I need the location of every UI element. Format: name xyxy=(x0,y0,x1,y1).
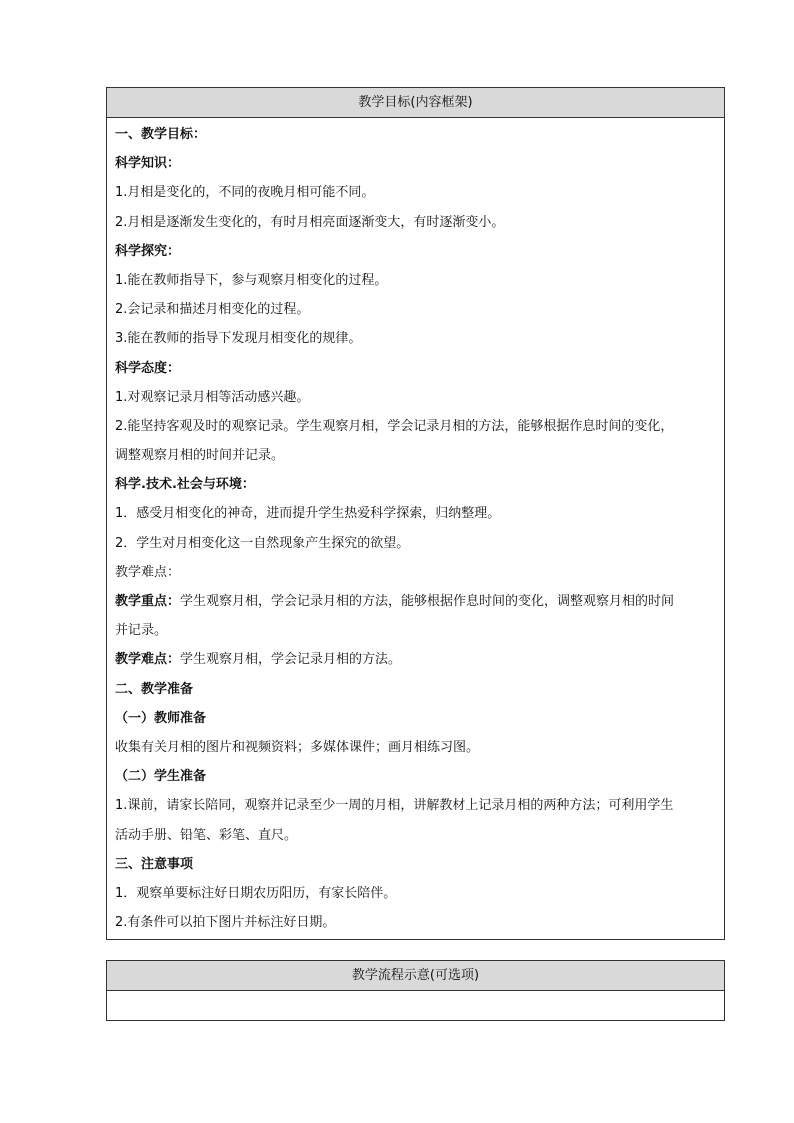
content-line: 教学难点： xyxy=(115,564,181,580)
content-line: 科学知识： xyxy=(115,156,181,172)
content-line xyxy=(115,587,716,616)
content-line: 1.月相是变化的，不同的夜晚月相可能不同。 xyxy=(115,185,375,201)
content-line: 调整观察月相的时间并记录。 xyxy=(115,448,285,464)
content-line: 科学态度： xyxy=(115,360,181,376)
content-line: 三、注意事项 xyxy=(115,856,194,872)
flow-content-empty xyxy=(107,991,724,993)
section-header: 教学目标(内容框架) xyxy=(107,88,724,118)
content-line xyxy=(115,645,716,674)
content-line: 1.能在教师指导下，参与观察月相变化的过程。 xyxy=(115,272,388,288)
content-line: 1.对观察记录月相等活动感兴趣。 xyxy=(115,389,310,405)
content-line: 一、教学目标： xyxy=(115,127,207,142)
content-line: 二、教学准备 xyxy=(115,681,194,697)
content-line: 并记录。 xyxy=(115,623,168,639)
content-line: 3.能在教师的指导下发现月相变化的规律。 xyxy=(115,331,362,347)
content-line: 2.能坚持客观及时的观察记录。学生观察月相，学会记录月相的方法，能够根据作息时间的变化， xyxy=(115,418,674,434)
line-label: 教学难点： xyxy=(115,652,181,668)
teaching-flow-table xyxy=(106,960,725,1021)
content-line: 2.有条件可以拍下图片并标注好日期。 xyxy=(115,915,336,931)
content-line: 2．学生对月相变化这一自然现象产生探究的欲望。 xyxy=(115,535,410,551)
line-text: 学生观察月相，学会记录月相的方法。 xyxy=(180,652,402,668)
content-line: 收集有关月相的图片和视频资料；多媒体课件；画月相练习图。 xyxy=(115,739,480,755)
content-line: 2.月相是逐渐发生变化的，有时月相亮面逐渐变大，有时逐渐变小。 xyxy=(115,214,505,230)
content-line: 1．观察单要标注好日期农历阳历，有家长陪伴。 xyxy=(115,885,397,901)
content-line: 1.课前，请家长陪同，观察并记录至少一周的月相，讲解教材上记录月相的两种方法；可利用学生 xyxy=(115,798,674,814)
section-header: 教学流程示意(可选项) xyxy=(107,961,724,991)
content-line: 活动手册、铅笔、彩笔、直尺。 xyxy=(115,827,298,843)
line-text: 学生观察月相，学会记录月相的方法，能够根据作息时间的变化，调整观察月相的时间 xyxy=(180,594,675,609)
objectives-content xyxy=(107,118,724,937)
content-line: 1．感受月相变化的神奇，进而提升学生热爱科学探索，归纳整理。 xyxy=(115,506,501,522)
content-line: （一）教师准备 xyxy=(115,710,207,726)
content-line: 2.会记录和描述月相变化的过程。 xyxy=(115,302,310,318)
content-line: （二）学生准备 xyxy=(115,769,207,785)
teaching-objectives-table xyxy=(106,87,725,940)
content-line: 科学探究： xyxy=(115,243,181,259)
content-line: 科学.技术.社会与环境： xyxy=(115,477,255,493)
line-label: 教学重点： xyxy=(115,594,181,609)
